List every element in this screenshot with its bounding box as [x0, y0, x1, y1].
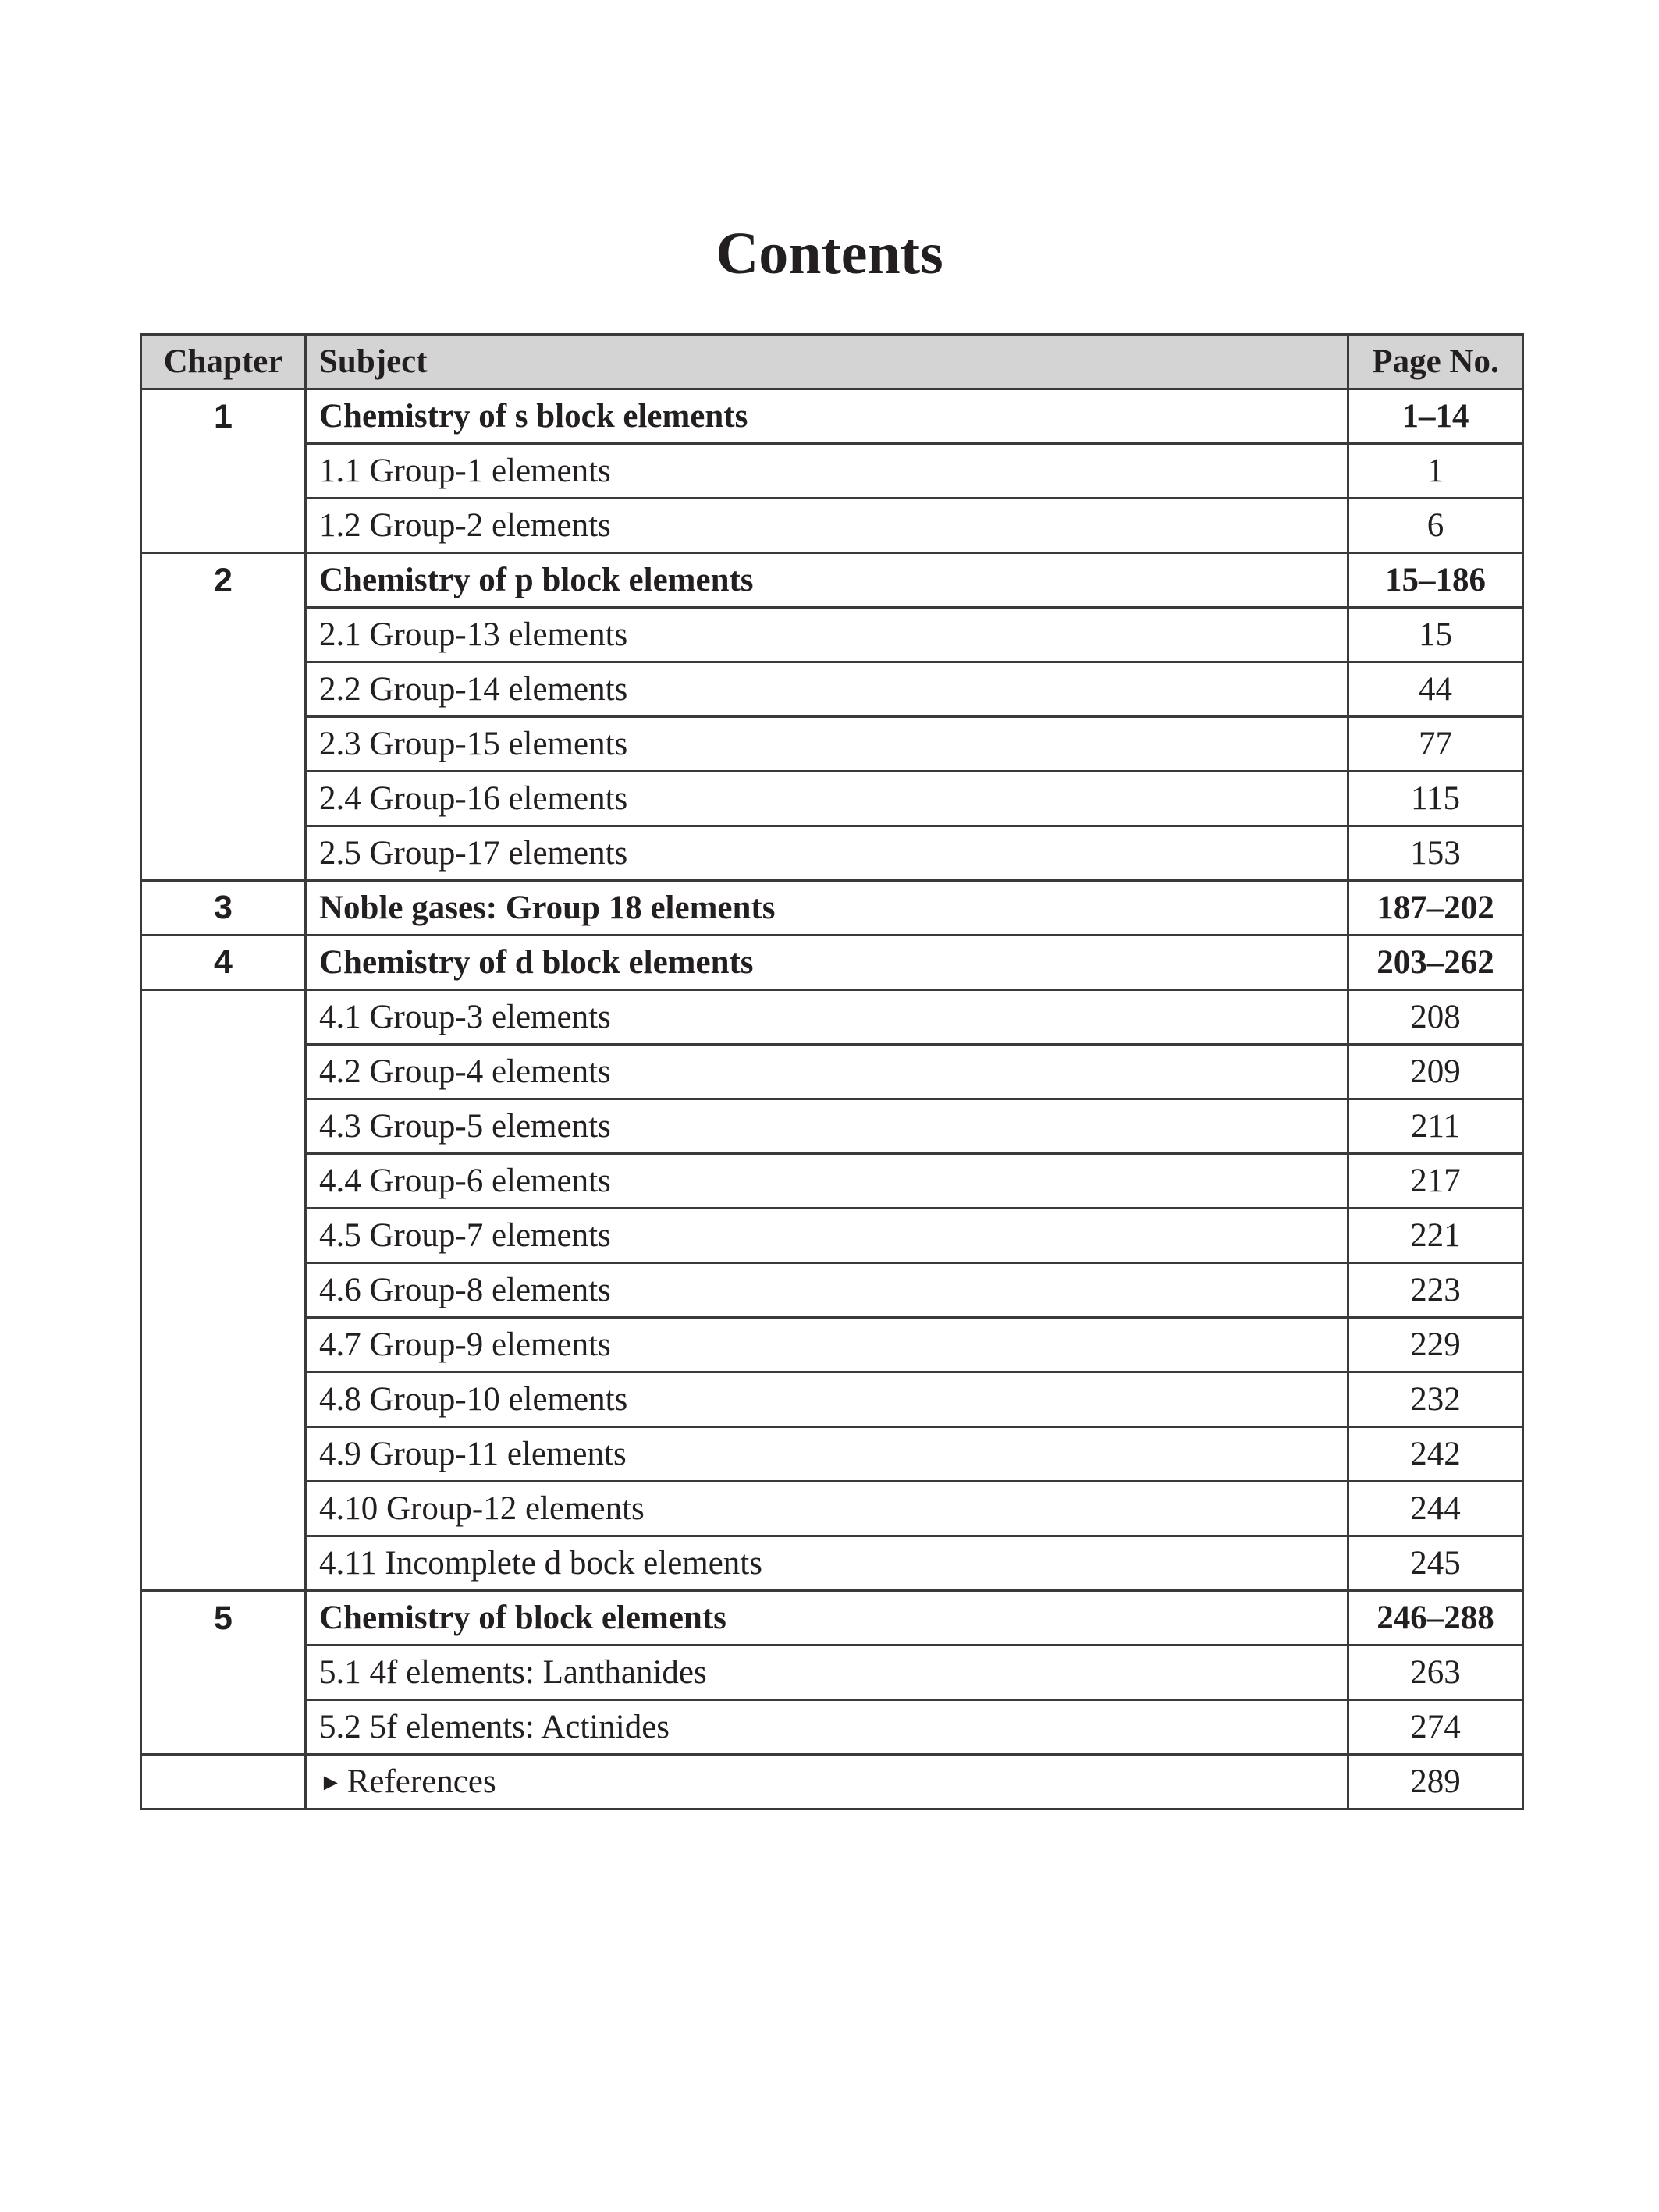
chapter-row[interactable]: [141, 881, 1523, 936]
section-subject: 5.1 4f elements: Lanthanides: [306, 1646, 1348, 1700]
section-row[interactable]: [141, 1318, 1523, 1372]
section-subject: 4.9 Group-11 elements: [306, 1427, 1348, 1482]
section-row[interactable]: [141, 1482, 1523, 1536]
chapter-cell-empty: [141, 1154, 306, 1209]
section-page: 208: [1348, 990, 1523, 1045]
chapter-pages: 187–202: [1348, 881, 1523, 936]
chapter-cell-empty: [141, 1099, 306, 1154]
section-subject: 4.4 Group-6 elements: [306, 1154, 1348, 1209]
chapter-cell-empty: [141, 990, 306, 1045]
references-label: References: [346, 1763, 496, 1800]
chapter-cell-empty: [141, 1482, 306, 1536]
chapter-row[interactable]: [141, 936, 1523, 990]
chapter-cell-empty: [141, 772, 306, 826]
contents-body: [141, 389, 1523, 1809]
section-subject: 2.4 Group-16 elements: [306, 772, 1348, 826]
section-page: 221: [1348, 1209, 1523, 1263]
chapter-number: 4: [141, 936, 306, 990]
section-subject: 4.2 Group-4 elements: [306, 1045, 1348, 1099]
chapter-cell-empty: [141, 1427, 306, 1482]
section-page: 6: [1348, 499, 1523, 553]
section-page: 263: [1348, 1646, 1523, 1700]
chapter-cell-empty: [141, 1536, 306, 1591]
chapter-cell-empty: [141, 444, 306, 499]
section-subject: 4.7 Group-9 elements: [306, 1318, 1348, 1372]
chapter-cell-empty: [141, 1700, 306, 1755]
chapter-cell-empty: [141, 499, 306, 553]
section-row[interactable]: [141, 772, 1523, 826]
chapter-cell-empty: [141, 826, 306, 881]
chapter-pages: 1–14: [1348, 389, 1523, 444]
section-row[interactable]: [141, 1372, 1523, 1427]
section-row[interactable]: [141, 1536, 1523, 1591]
section-row[interactable]: [141, 662, 1523, 717]
section-row[interactable]: [141, 1099, 1523, 1154]
chapter-number: 3: [141, 881, 306, 936]
section-page: 211: [1348, 1099, 1523, 1154]
section-subject: 2.5 Group-17 elements: [306, 826, 1348, 881]
section-subject: 4.1 Group-3 elements: [306, 990, 1348, 1045]
section-row[interactable]: [141, 499, 1523, 553]
section-page: 153: [1348, 826, 1523, 881]
references-subject: [306, 1755, 1348, 1809]
chapter-cell-empty: [141, 1755, 306, 1809]
section-page: 223: [1348, 1263, 1523, 1318]
section-subject: 4.8 Group-10 elements: [306, 1372, 1348, 1427]
chapter-cell-empty: [141, 1263, 306, 1318]
chapter-cell-empty: [141, 662, 306, 717]
header-row: [141, 335, 1523, 389]
section-page: 245: [1348, 1536, 1523, 1591]
section-subject: 2.2 Group-14 elements: [306, 662, 1348, 717]
section-row[interactable]: [141, 1045, 1523, 1099]
chapter-cell-empty: [141, 1209, 306, 1263]
chapter-title: Chemistry of block elements: [306, 1591, 1348, 1646]
section-row[interactable]: [141, 608, 1523, 662]
section-page: 229: [1348, 1318, 1523, 1372]
chapter-title: Chemistry of d block elements: [306, 936, 1348, 990]
chapter-row[interactable]: [141, 553, 1523, 608]
chapter-cell-empty: [141, 1372, 306, 1427]
references-row[interactable]: [141, 1755, 1523, 1809]
section-page: 242: [1348, 1427, 1523, 1482]
chapter-pages: 246–288: [1348, 1591, 1523, 1646]
section-page: 15: [1348, 608, 1523, 662]
triangle-bullet-icon: ►: [319, 1770, 343, 1795]
chapter-cell-empty: [141, 1318, 306, 1372]
section-page: 274: [1348, 1700, 1523, 1755]
header-page: Page No.: [1348, 335, 1523, 389]
section-page: 244: [1348, 1482, 1523, 1536]
section-subject: 4.6 Group-8 elements: [306, 1263, 1348, 1318]
section-subject: 4.5 Group-7 elements: [306, 1209, 1348, 1263]
section-subject: 4.10 Group-12 elements: [306, 1482, 1348, 1536]
section-subject: 5.2 5f elements: Actinides: [306, 1700, 1348, 1755]
contents-table: [140, 333, 1524, 1810]
section-page: 232: [1348, 1372, 1523, 1427]
chapter-cell-empty: [141, 717, 306, 772]
section-page: 44: [1348, 662, 1523, 717]
section-subject: 2.3 Group-15 elements: [306, 717, 1348, 772]
section-page: 115: [1348, 772, 1523, 826]
section-subject: 4.11 Incomplete d bock elements: [306, 1536, 1348, 1591]
section-subject: 2.1 Group-13 elements: [306, 608, 1348, 662]
chapter-row[interactable]: [141, 1591, 1523, 1646]
chapter-row[interactable]: [141, 389, 1523, 444]
section-row[interactable]: [141, 826, 1523, 881]
chapter-title: Chemistry of s block elements: [306, 389, 1348, 444]
chapter-cell-empty: [141, 1646, 306, 1700]
section-page: 217: [1348, 1154, 1523, 1209]
chapter-pages: 15–186: [1348, 553, 1523, 608]
section-row[interactable]: [141, 1263, 1523, 1318]
section-row[interactable]: [141, 1700, 1523, 1755]
chapter-number: 2: [141, 553, 306, 608]
chapter-pages: 203–262: [1348, 936, 1523, 990]
section-row[interactable]: [141, 1427, 1523, 1482]
section-row[interactable]: [141, 717, 1523, 772]
section-row[interactable]: [141, 990, 1523, 1045]
header-chapter: Chapter: [141, 335, 306, 389]
section-page: 209: [1348, 1045, 1523, 1099]
chapter-number: 5: [141, 1591, 306, 1646]
section-page: 1: [1348, 444, 1523, 499]
header-subject: Subject: [306, 335, 1348, 389]
section-row[interactable]: [141, 1646, 1523, 1700]
chapter-cell-empty: [141, 1045, 306, 1099]
chapter-title: Chemistry of p block elements: [306, 553, 1348, 608]
section-subject: 4.3 Group-5 elements: [306, 1099, 1348, 1154]
chapter-cell-empty: [141, 608, 306, 662]
section-row[interactable]: [141, 444, 1523, 499]
chapter-title: Noble gases: Group 18 elements: [306, 881, 1348, 936]
references-page: 289: [1348, 1755, 1523, 1809]
section-row[interactable]: [141, 1154, 1523, 1209]
section-page: 77: [1348, 717, 1523, 772]
chapter-number: 1: [141, 389, 306, 444]
section-subject: 1.2 Group-2 elements: [306, 499, 1348, 553]
section-row[interactable]: [141, 1209, 1523, 1263]
page-title: Contents: [716, 221, 943, 286]
section-subject: 1.1 Group-1 elements: [306, 444, 1348, 499]
